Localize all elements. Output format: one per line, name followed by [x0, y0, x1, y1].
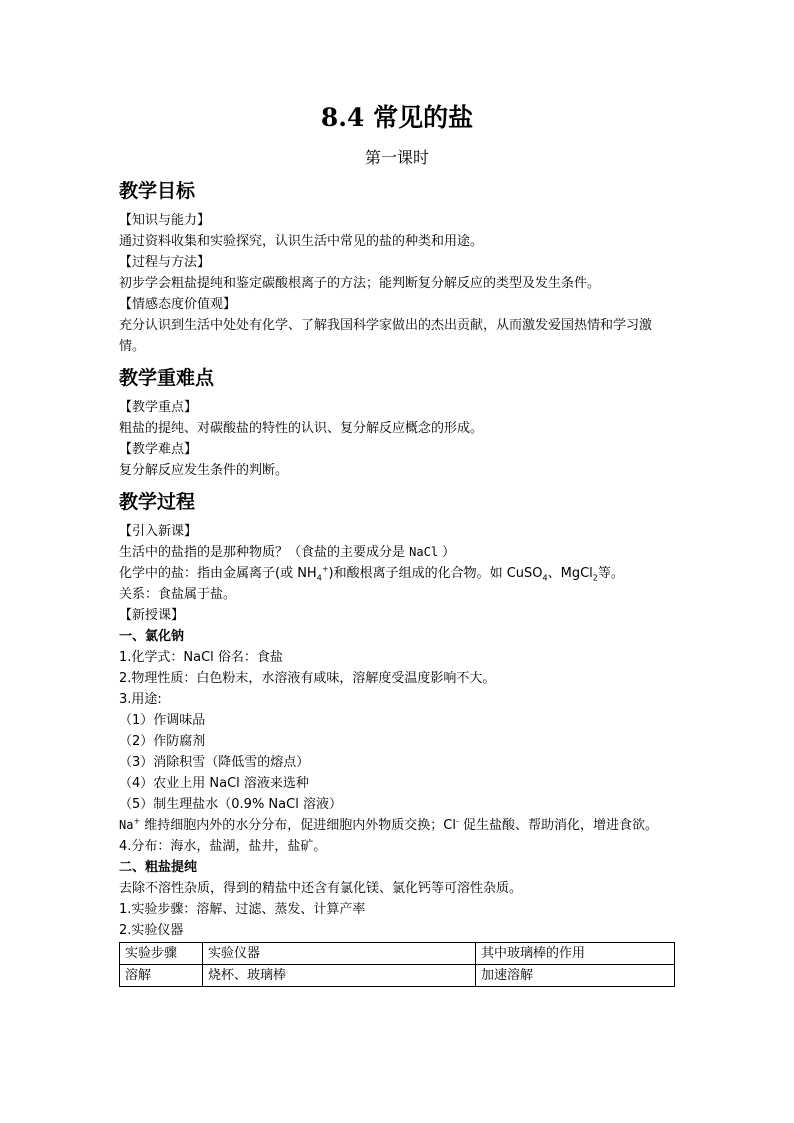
label-knowledge: 【知识与能力】 — [119, 213, 211, 228]
text-nacl-formula: 1.化学式：NaCl 俗名：食盐 — [119, 650, 283, 665]
text-knowledge: 通过资料收集和实验探究，认识生活中常见的盐的种类和用途。 — [119, 234, 484, 249]
text-intro-question: 生活中的盐指的是那种物质？（食盐的主要成分是 NaCl ） — [119, 545, 456, 560]
list-item: （3）消除积雪（降低雪的熔点） — [119, 755, 310, 770]
label-focus: 【教学重点】 — [119, 400, 198, 415]
text-nacl-physical: 2.物理性质：白色粉末，水溶液有咸味，溶解度受温度影响不大。 — [119, 671, 496, 686]
table-row — [120, 965, 675, 987]
section-heading-key-points: 教学重难点 — [119, 367, 215, 389]
text-emotion: 充分认识到生活中处处有化学、了解我国科学家做出的杰出贡献，从而激发爱国热情和学习激情。 — [119, 318, 653, 354]
list-item: （5）制生理盐水（0.9% NaCl 溶液） — [119, 797, 342, 812]
subsection-title-nacl: 一、氯化钠 — [119, 629, 185, 644]
section-heading-goals: 教学目标 — [119, 180, 196, 202]
table-header-cell: 其中玻璃棒的作用 — [476, 943, 675, 965]
text-ion-function: Na+ 维持细胞内外的水分分布，促进细胞内外物质交换；Cl- 促生盐酸、帮助消化，增进食欲。 — [119, 816, 659, 833]
text-relation: 关系：食盐属于盐。 — [119, 587, 237, 602]
label-difficulty: 【教学难点】 — [119, 442, 198, 457]
label-nacl-uses: 3.用途: — [119, 692, 162, 707]
text-difficulty: 复分解反应发生条件的判断。 — [119, 463, 289, 478]
table-header-cell: 实验步骤 — [120, 943, 203, 965]
table-cell: 溶解 — [120, 965, 203, 987]
section-heading-process: 教学过程 — [119, 491, 196, 513]
label-instruments: 2.实验仪器 — [119, 923, 184, 938]
label-intro: 【引入新课】 — [119, 524, 198, 539]
table-header-row — [120, 943, 675, 965]
text-salt-definition: 化学中的盐：指由金属离子(或 $NH_4^+$)和酸根离子组成的化合物。如 CuSO$_4$、MgCl$_2$等。 — [119, 564, 624, 583]
text-experiment-steps: 1.实验步骤：溶解、过滤、蒸发、计算产率 — [119, 902, 366, 917]
text-purification-intro: 去除不溶性杂质，得到的精盐中还含有氯化镁、氯化钙等可溶性杂质。 — [119, 881, 523, 896]
label-new-lesson: 【新授课】 — [119, 608, 185, 623]
instruments-table — [119, 942, 675, 987]
table-header-cell: 实验仪器 — [203, 943, 476, 965]
label-process-method: 【过程与方法】 — [119, 255, 211, 270]
subsection-title-purification: 二、粗盐提纯 — [119, 860, 198, 875]
list-item: （2）作防腐剂 — [119, 734, 206, 749]
list-item: （1）作调味品 — [119, 713, 206, 728]
table-cell: 加速溶解 — [476, 965, 675, 987]
page-title: 8.4 常见的盐 — [320, 103, 474, 132]
document-page — [119, 100, 675, 987]
page-subtitle: 第一课时 — [364, 148, 429, 167]
text-distribution: 4.分布：海水，盐湖，盐井，盐矿。 — [119, 839, 327, 854]
text-focus: 粗盐的提纯、对碳酸盐的特性的认识、复分解反应概念的形成。 — [119, 421, 484, 436]
list-item: （4）农业上用 NaCl 溶液来选种 — [119, 776, 309, 791]
label-emotion: 【情感态度价值观】 — [119, 297, 237, 312]
table-cell: 烧杯、玻璃棒 — [203, 965, 476, 987]
text-process-method: 初步学会粗盐提纯和鉴定碳酸根离子的方法；能判断复分解反应的类型及发生条件。 — [119, 276, 601, 291]
